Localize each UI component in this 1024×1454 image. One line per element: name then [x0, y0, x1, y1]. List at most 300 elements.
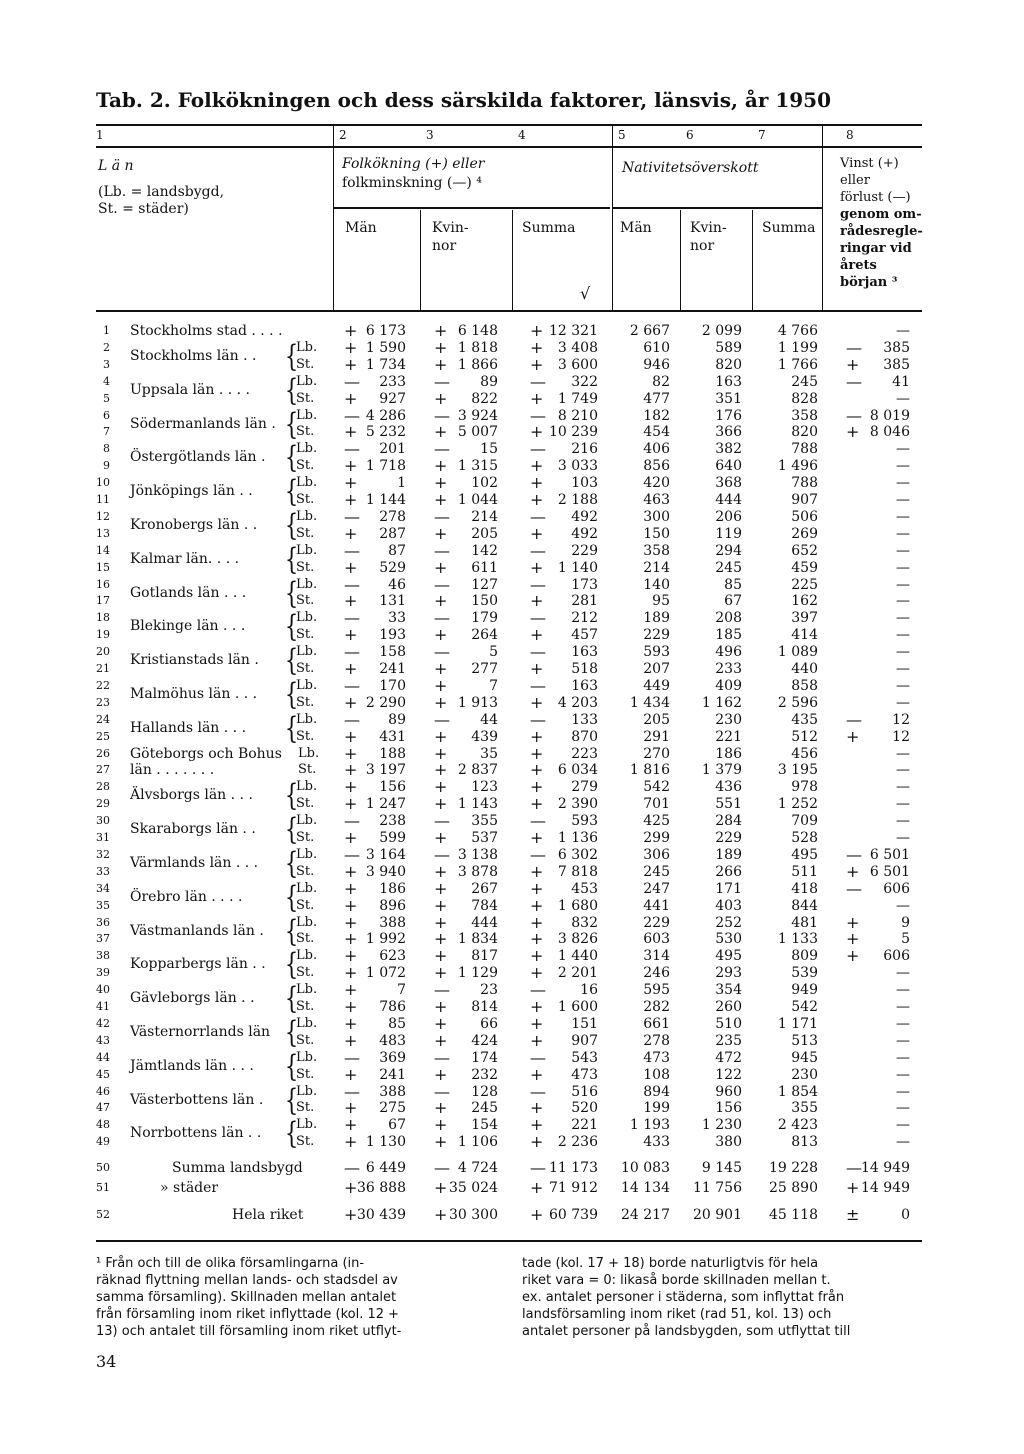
- sign-mark: +: [344, 794, 358, 814]
- brace-mark: {: [284, 338, 299, 374]
- table-cell-c2: 1 247: [365, 796, 406, 813]
- table-cell-c7: 230: [791, 1066, 818, 1083]
- table-rule: [96, 310, 922, 312]
- lb-label: Lb.: [296, 1049, 318, 1065]
- table-cell-c6: 444: [715, 492, 742, 508]
- sign-mark: ±: [846, 1205, 860, 1224]
- sign-mark: +: [434, 743, 448, 763]
- row-number: 43: [96, 1033, 110, 1047]
- table-cell-c3: 424: [471, 1032, 498, 1049]
- header-folkokning: Folkökning (+) eller: [342, 156, 485, 172]
- row-number: 39: [96, 966, 110, 980]
- table-cell-c7: 435: [791, 711, 818, 728]
- row-number: 21: [96, 662, 110, 675]
- table-cell-c6: 189: [715, 846, 742, 863]
- table-cell-c7: 1 089: [777, 644, 818, 661]
- sign-mark: —: [434, 506, 450, 526]
- sign-mark: +: [530, 456, 544, 476]
- table-cell-c8: —: [896, 999, 910, 1015]
- table-cell-c4: 457: [571, 627, 598, 644]
- sign-mark: +: [530, 692, 544, 712]
- sign-mark: +: [344, 1178, 358, 1197]
- brace-mark: {: [284, 609, 299, 645]
- table-cell-c5: 593: [643, 644, 670, 661]
- sign-mark: +: [344, 1132, 358, 1152]
- county-label: Värmlands län . . .: [130, 854, 259, 871]
- table-cell-c7: 414: [791, 627, 818, 644]
- brace-mark: {: [284, 913, 299, 949]
- column-number: 6: [686, 128, 694, 142]
- header-lan-sub1: (Lb. = landsbygd,: [98, 184, 225, 200]
- table-cell-c6: 495: [715, 948, 742, 965]
- sign-mark: —: [344, 574, 360, 594]
- table-cell-c3: 817: [471, 948, 498, 965]
- table-cell-c3: 35: [480, 745, 498, 762]
- lb-label: Lb.: [296, 711, 318, 727]
- lb-label: Lb.: [296, 1117, 318, 1133]
- county-label: Kristianstads län .: [130, 652, 259, 669]
- table-cell-c4: 322: [571, 373, 598, 390]
- table-cell-c2: 2 290: [365, 694, 406, 711]
- brace-mark: {: [284, 643, 299, 679]
- table-cell-c3: 1 913: [457, 694, 498, 711]
- county-label-cont: län . . . . . . .: [130, 762, 215, 779]
- table-cell-c6: 380: [715, 1134, 742, 1151]
- table-cell-c5: 182: [643, 407, 670, 424]
- header-nativitet: Nativitetsöverskott: [622, 160, 759, 176]
- column-number: 2: [339, 128, 347, 142]
- table-cell-c4: 8 210: [557, 407, 598, 424]
- sign-mark: +: [434, 675, 448, 695]
- st-label: St.: [296, 1066, 315, 1082]
- table-cell-c7: 358: [791, 407, 818, 424]
- sign-mark: +: [530, 912, 544, 932]
- table-cell-c6: 85: [724, 576, 742, 593]
- county-label: Norrbottens län . .: [130, 1125, 262, 1142]
- table-cell-c3: 150: [471, 593, 498, 610]
- table-cell-c7: 513: [791, 1032, 818, 1049]
- table-cell-c7: 3 195: [777, 762, 818, 779]
- st-label: St.: [296, 728, 315, 744]
- row-number: 16: [96, 577, 110, 591]
- table-cell-c2: 275: [379, 1100, 406, 1117]
- table-cell-c5: 10 083: [621, 1160, 670, 1176]
- table-cell-c5: 856: [643, 458, 670, 475]
- footnote-left-line: 13) och antalet till församling inom riket utflyt-: [96, 1324, 402, 1339]
- sign-mark: +: [530, 946, 544, 966]
- table-cell-c5: 1 434: [629, 694, 670, 711]
- county-label: Västernorrlands län: [130, 1023, 271, 1040]
- table-cell-c3: 822: [471, 390, 498, 407]
- table-cell-c6: 1 379: [701, 762, 742, 779]
- table-cell-c6: 293: [715, 965, 742, 982]
- table-cell-c6: 472: [715, 1049, 742, 1066]
- county-label: Västerbottens län .: [130, 1091, 264, 1108]
- table-cell-c3: 1 866: [457, 356, 498, 373]
- table-cell-c6: 119: [715, 525, 742, 542]
- table-cell-c6: 382: [715, 441, 742, 458]
- table-cell-c2: 287: [379, 525, 406, 542]
- sign-mark: +: [344, 422, 358, 442]
- table-cell-c4: 1 749: [557, 390, 598, 407]
- row-number: 30: [96, 814, 110, 828]
- table-cell-c8: 6 501: [869, 846, 910, 863]
- sign-mark: —: [434, 405, 450, 425]
- sign-mark: +: [434, 473, 448, 493]
- row-number: 35: [96, 898, 110, 912]
- table-cell-c6: 235: [715, 1032, 742, 1049]
- table-cell-c7: 245: [791, 373, 818, 390]
- sign-mark: —: [434, 811, 450, 831]
- table-cell-c2: 201: [379, 441, 406, 458]
- sign-mark: +: [434, 337, 448, 357]
- brace-mark: {: [284, 845, 299, 881]
- row-number: 18: [96, 611, 110, 625]
- table-cell-c8: —: [896, 323, 910, 339]
- table-cell-c2: 369: [379, 1049, 406, 1066]
- table-cell-c3: 154: [471, 1117, 498, 1134]
- row-number: 5: [103, 391, 110, 405]
- row-number: 12: [96, 509, 110, 523]
- sign-mark: +: [530, 490, 544, 509]
- table-cell-c2: 238: [379, 813, 406, 830]
- county-label: Uppsala län . . . .: [130, 381, 250, 398]
- sign-mark: +: [434, 1098, 448, 1118]
- page-number: 34: [96, 1352, 117, 1371]
- table-cell-c6: 208: [715, 610, 742, 627]
- table-cell-c2: 1 590: [365, 339, 406, 356]
- sign-mark: —: [530, 709, 546, 729]
- sign-mark: +: [434, 912, 448, 932]
- sign-mark: +: [530, 1115, 544, 1135]
- lb-label: Lb.: [296, 339, 318, 355]
- st-label: St.: [296, 694, 315, 710]
- table-cell-c7: 2 596: [777, 694, 818, 711]
- sign-mark: +: [846, 861, 860, 881]
- row-number: 10: [96, 476, 110, 490]
- table-cell-c3: 66: [480, 1015, 498, 1032]
- table-cell-c3: 245: [471, 1100, 498, 1117]
- table-cell-c3: 537: [471, 830, 498, 846]
- sign-mark: —: [530, 506, 546, 526]
- table-cell-c4: 216: [571, 441, 598, 458]
- table-cell-c3: 23: [480, 982, 498, 999]
- page-title: Tab. 2. Folkökningen och dess särskilda faktorer, länsvis, år 1950: [96, 88, 832, 112]
- table-cell-c2: 158: [379, 644, 406, 661]
- table-cell-c2: 4 286: [365, 407, 406, 424]
- table-cell-c4: 3 033: [557, 458, 598, 475]
- table-cell-c3: 174: [471, 1049, 498, 1066]
- table-cell-c8: —: [896, 610, 910, 627]
- sign-mark: +: [530, 828, 544, 847]
- sign-mark: +: [344, 591, 358, 611]
- table-cell-c2: 1 734: [365, 356, 406, 373]
- table-cell-c4: 12 321: [549, 323, 598, 339]
- table-cell-c8: —: [896, 694, 910, 711]
- header-vinst-line: Vinst (+): [840, 156, 899, 171]
- column-number: 5: [618, 128, 626, 142]
- st-label: St.: [296, 593, 315, 609]
- table-cell-c3: 3 878: [457, 863, 498, 880]
- row-number: 17: [96, 594, 110, 608]
- sign-mark: +: [434, 895, 448, 915]
- table-cell-c5: 24 217: [621, 1207, 670, 1223]
- table-cell-c3: 44: [480, 711, 498, 728]
- table-cell-c4: 473: [571, 1066, 598, 1083]
- table-cell-c6: 2 099: [701, 323, 742, 339]
- table-cell-c7: 828: [791, 390, 818, 407]
- row-number: 46: [96, 1084, 110, 1098]
- table-cell-c3: 444: [471, 914, 498, 931]
- table-cell-c2: 529: [379, 559, 406, 576]
- table-cell-c5: 245: [643, 863, 670, 880]
- header-vinst-line: ringar vid: [840, 241, 912, 256]
- table-cell-c7: 1 252: [777, 796, 818, 813]
- sign-mark: +: [530, 591, 544, 611]
- table-cell-c5: 701: [643, 796, 670, 813]
- row-number: 36: [96, 915, 110, 929]
- header-vinst-line: rådesregle-: [840, 224, 923, 239]
- table-cell-c8: —: [896, 593, 910, 610]
- st-label: St.: [296, 424, 315, 440]
- brace-mark: {: [284, 406, 299, 442]
- sign-mark: +: [530, 1064, 544, 1084]
- table-cell-c6: 640: [715, 458, 742, 475]
- sign-mark: +: [530, 1205, 544, 1224]
- header-man: Män: [345, 220, 377, 236]
- table-cell-c2: 1 144: [365, 492, 406, 508]
- row-number: 8: [103, 442, 110, 456]
- table-cell-c5: 358: [643, 542, 670, 559]
- table-cell-c5: 299: [643, 830, 670, 846]
- table-rule: [333, 207, 610, 209]
- st-label: St.: [296, 1032, 315, 1048]
- lb-label: Lb.: [298, 745, 320, 761]
- table-cell-c6: 354: [715, 982, 742, 999]
- table-cell-c6: 351: [715, 390, 742, 407]
- row-number: 32: [96, 847, 110, 861]
- table-cell-c6: 589: [715, 339, 742, 356]
- sign-mark: +: [530, 1013, 544, 1033]
- county-label: Södermanlands län .: [130, 415, 276, 432]
- row-number: 42: [96, 1016, 110, 1030]
- table-cell-c2: 170: [379, 677, 406, 694]
- table-cell-c4: 518: [571, 661, 598, 677]
- table-cell-c8: —: [896, 1083, 910, 1100]
- row-number: 20: [96, 645, 110, 659]
- table-cell-c5: 82: [652, 373, 670, 390]
- table-cell-c2: 1 072: [365, 965, 406, 982]
- table-cell-c5: 278: [643, 1032, 670, 1049]
- table-cell-c2: 156: [379, 779, 406, 796]
- table-cell-c5: 140: [643, 576, 670, 593]
- table-cell-c8: —: [896, 576, 910, 593]
- brace-mark: {: [284, 474, 299, 510]
- table-cell-c5: 14 134: [621, 1180, 670, 1196]
- sign-mark: +: [434, 692, 448, 712]
- sign-mark: +: [530, 659, 544, 678]
- sign-mark: +: [344, 743, 358, 763]
- table-cell-c6: 185: [715, 627, 742, 644]
- table-cell-c7: 709: [791, 813, 818, 830]
- brace-mark: {: [284, 981, 299, 1017]
- county-label: Stockholms stad . . . .: [130, 323, 283, 339]
- sign-mark: +: [434, 946, 448, 966]
- sign-mark: —: [434, 540, 450, 560]
- sign-mark: +: [530, 997, 544, 1016]
- sign-mark: +: [846, 929, 860, 949]
- table-cell-c8: —: [896, 661, 910, 677]
- footnote-left-line: samma församling). Skillnaden mellan antalet: [96, 1290, 397, 1305]
- table-cell-c4: 2 236: [557, 1134, 598, 1151]
- sign-mark: +: [530, 726, 544, 746]
- table-cell-c3: 277: [471, 661, 498, 677]
- table-cell-c2: 1 718: [365, 458, 406, 475]
- row-number: 26: [96, 746, 110, 760]
- table-cell-c7: 397: [791, 610, 818, 627]
- table-cell-c6: 67: [724, 593, 742, 610]
- table-cell-c8: —: [896, 644, 910, 661]
- table-cell-c2: 7: [397, 982, 406, 999]
- sign-mark: +: [434, 354, 448, 374]
- table-cell-c2: 896: [379, 897, 406, 914]
- table-cell-c6: 1 230: [701, 1117, 742, 1134]
- st-label: St.: [296, 863, 315, 879]
- table-cell-c6: 233: [715, 661, 742, 677]
- county-label: Blekinge län . . .: [130, 618, 246, 635]
- sign-mark: +: [434, 929, 448, 949]
- table-cell-c8: 606: [883, 948, 910, 965]
- table-cell-c4: 832: [571, 914, 598, 931]
- table-cell-c8: —: [896, 475, 910, 492]
- table-cell-c3: 2 837: [457, 762, 498, 779]
- table-cell-c5: 189: [643, 610, 670, 627]
- table-cell-c5: 610: [643, 339, 670, 356]
- header-summa: Summa: [762, 220, 816, 236]
- footnote-right-line: ex. antalet personer i städerna, som inflyttat från: [522, 1290, 845, 1305]
- table-cell-c2: 233: [379, 373, 406, 390]
- sign-mark: +: [344, 912, 358, 932]
- table-cell-c8: 8 046: [869, 424, 910, 441]
- sign-mark: +: [434, 422, 448, 442]
- table-cell-c4: 3 408: [557, 339, 598, 356]
- table-cell-c3: 214: [471, 508, 498, 525]
- lb-label: Lb.: [296, 576, 318, 592]
- table-cell-c4: 10 239: [549, 424, 598, 441]
- table-cell-c4: 543: [571, 1049, 598, 1066]
- table-cell-c5: 229: [643, 914, 670, 931]
- row-number: 11: [96, 493, 110, 506]
- table-cell-c7: 528: [791, 830, 818, 846]
- table-cell-c5: 1 816: [629, 762, 670, 779]
- sign-mark: +: [846, 1178, 860, 1197]
- table-cell-c4: 1 440: [557, 948, 598, 965]
- sign-mark: —: [344, 811, 360, 831]
- table-cell-c3: 102: [471, 475, 498, 492]
- lb-label: Lb.: [296, 508, 318, 524]
- column-number: 1: [96, 128, 104, 142]
- table-cell-c2: 388: [379, 914, 406, 931]
- table-cell-c8: 385: [883, 356, 910, 373]
- table-cell-c6: 156: [715, 1100, 742, 1117]
- row-number: 23: [96, 695, 110, 709]
- table-cell-c5: 433: [643, 1134, 670, 1151]
- table-cell-c8: —: [896, 796, 910, 813]
- header-lan: L ä n: [98, 158, 134, 174]
- table-cell-c5: 199: [643, 1100, 670, 1117]
- table-cell-c4: 212: [571, 610, 598, 627]
- sign-mark: +: [344, 861, 358, 881]
- sign-mark: +: [846, 422, 860, 442]
- county-label: Malmöhus län . . .: [130, 685, 258, 702]
- sign-mark: —: [344, 1158, 360, 1177]
- table-cell-c6: 551: [715, 796, 742, 813]
- header-vinst-line: årets: [840, 258, 877, 273]
- table-cell-c4: 4 203: [557, 694, 598, 711]
- row-number: 22: [96, 678, 110, 692]
- footnote-right-line: antalet personer på landsbygden, som utflyttat till: [522, 1324, 851, 1339]
- sign-mark: +: [344, 1030, 358, 1050]
- column-number: 4: [518, 128, 526, 142]
- table-cell-c6: 368: [715, 475, 742, 492]
- table-cell-c7: 459: [791, 559, 818, 576]
- lb-label: Lb.: [296, 914, 318, 930]
- table-cell-c7: 162: [791, 593, 818, 610]
- table-cell-c5: 282: [643, 999, 670, 1015]
- row-number: 6: [103, 408, 110, 422]
- table-cell-c8: —: [896, 525, 910, 542]
- table-cell-c7: 512: [791, 728, 818, 745]
- table-cell-c7: 269: [791, 525, 818, 542]
- sign-mark: +: [846, 726, 860, 746]
- table-cell-c3: 1 315: [457, 458, 498, 475]
- table-cell-c7: 456: [791, 745, 818, 762]
- table-cell-c4: 173: [571, 576, 598, 593]
- table-cell-c4: 492: [571, 525, 598, 542]
- table-cell-c5: 595: [643, 982, 670, 999]
- table-cell-c2: 6 449: [365, 1160, 406, 1176]
- table-cell-c2: 623: [379, 948, 406, 965]
- row-number: 40: [96, 983, 110, 997]
- footnote-right-line: landsförsamling inom riket (rad 51, kol. 13) och: [522, 1307, 832, 1322]
- header-kvinnor2: nor: [432, 238, 457, 254]
- st-label: St.: [296, 661, 315, 676]
- sign-mark: +: [530, 861, 544, 881]
- table-cell-c8: 385: [883, 339, 910, 356]
- table-cell-c6: 171: [715, 880, 742, 897]
- table-cell-c6: 366: [715, 424, 742, 441]
- sign-mark: +: [530, 895, 544, 915]
- sign-mark: —: [344, 405, 360, 425]
- sign-mark: —: [344, 1047, 360, 1067]
- table-cell-c3: 123: [471, 779, 498, 796]
- table-rule: [96, 1240, 922, 1242]
- table-cell-c2: 241: [379, 1066, 406, 1083]
- table-cell-c8: —: [896, 390, 910, 407]
- sign-mark: —: [846, 1158, 862, 1177]
- sign-mark: —: [434, 980, 450, 1000]
- county-label: Hela riket: [232, 1207, 304, 1223]
- row-number: 33: [96, 864, 110, 878]
- table-cell-c4: 520: [571, 1100, 598, 1117]
- table-cell-c6: 294: [715, 542, 742, 559]
- table-cell-c6: 409: [715, 677, 742, 694]
- sign-mark: —: [434, 439, 450, 459]
- st-label: St.: [296, 897, 315, 913]
- sign-mark: —: [530, 439, 546, 459]
- sign-mark: —: [530, 1081, 546, 1101]
- table-cell-c2: 483: [379, 1032, 406, 1049]
